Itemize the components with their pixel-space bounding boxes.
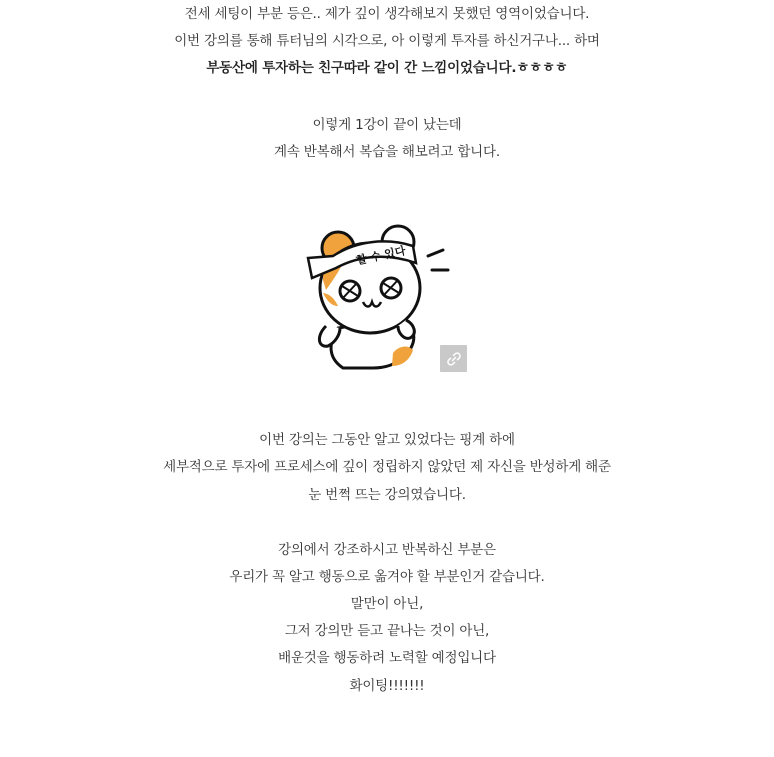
paragraph1-line3: 부동산에 투자하는 친구따라 같이 간 느낌이었습니다.ㅎㅎㅎㅎ <box>206 60 568 76</box>
paragraph2-line1: 이렇게 1강이 끝이 났는데 <box>312 117 462 133</box>
paragraph4-line3: 말만이 아닌, <box>350 596 424 612</box>
paragraph4-line2: 우리가 꼭 알고 행동으로 옮겨야 할 부분인거 같습니다. <box>229 569 545 585</box>
paragraph4-line6: 화이팅!!!!!!! <box>349 678 425 694</box>
link-icon <box>446 351 462 367</box>
hamster-sticker-image <box>298 218 458 378</box>
paragraph4-line1: 강의에서 강조하시고 반복하신 부분은 <box>278 542 496 558</box>
paragraph3-line3: 눈 번쩍 뜨는 강의였습니다. <box>308 487 466 503</box>
sticker-headband-text: 할 수 있다 <box>355 244 407 268</box>
paragraph3-line1: 이번 강의는 그동안 알고 있었다는 핑계 하에 <box>259 432 515 448</box>
paragraph2-line2: 계속 반복해서 복습을 해보려고 합니다. <box>274 144 500 160</box>
paragraph1-line1: 전세 세팅이 부분 등은.. 제가 깊이 생각해보지 못했던 영역이었습니다. <box>184 6 590 22</box>
link-button[interactable] <box>440 345 467 372</box>
paragraph4-line4: 그저 강의만 듣고 끝나는 것이 아닌, <box>284 623 490 639</box>
paragraph4-line5: 배운것을 행동하려 노력할 예정입니다 <box>278 650 496 666</box>
paragraph1-line2: 이번 강의를 통해 튜터님의 시각으로, 아 이렇게 투자를 하신거구나... 하며 <box>174 33 600 49</box>
paragraph3-line2: 세부적으로 투자에 프로세스에 깊이 정립하지 않았던 제 자신을 반성하게 해준 <box>163 459 611 475</box>
